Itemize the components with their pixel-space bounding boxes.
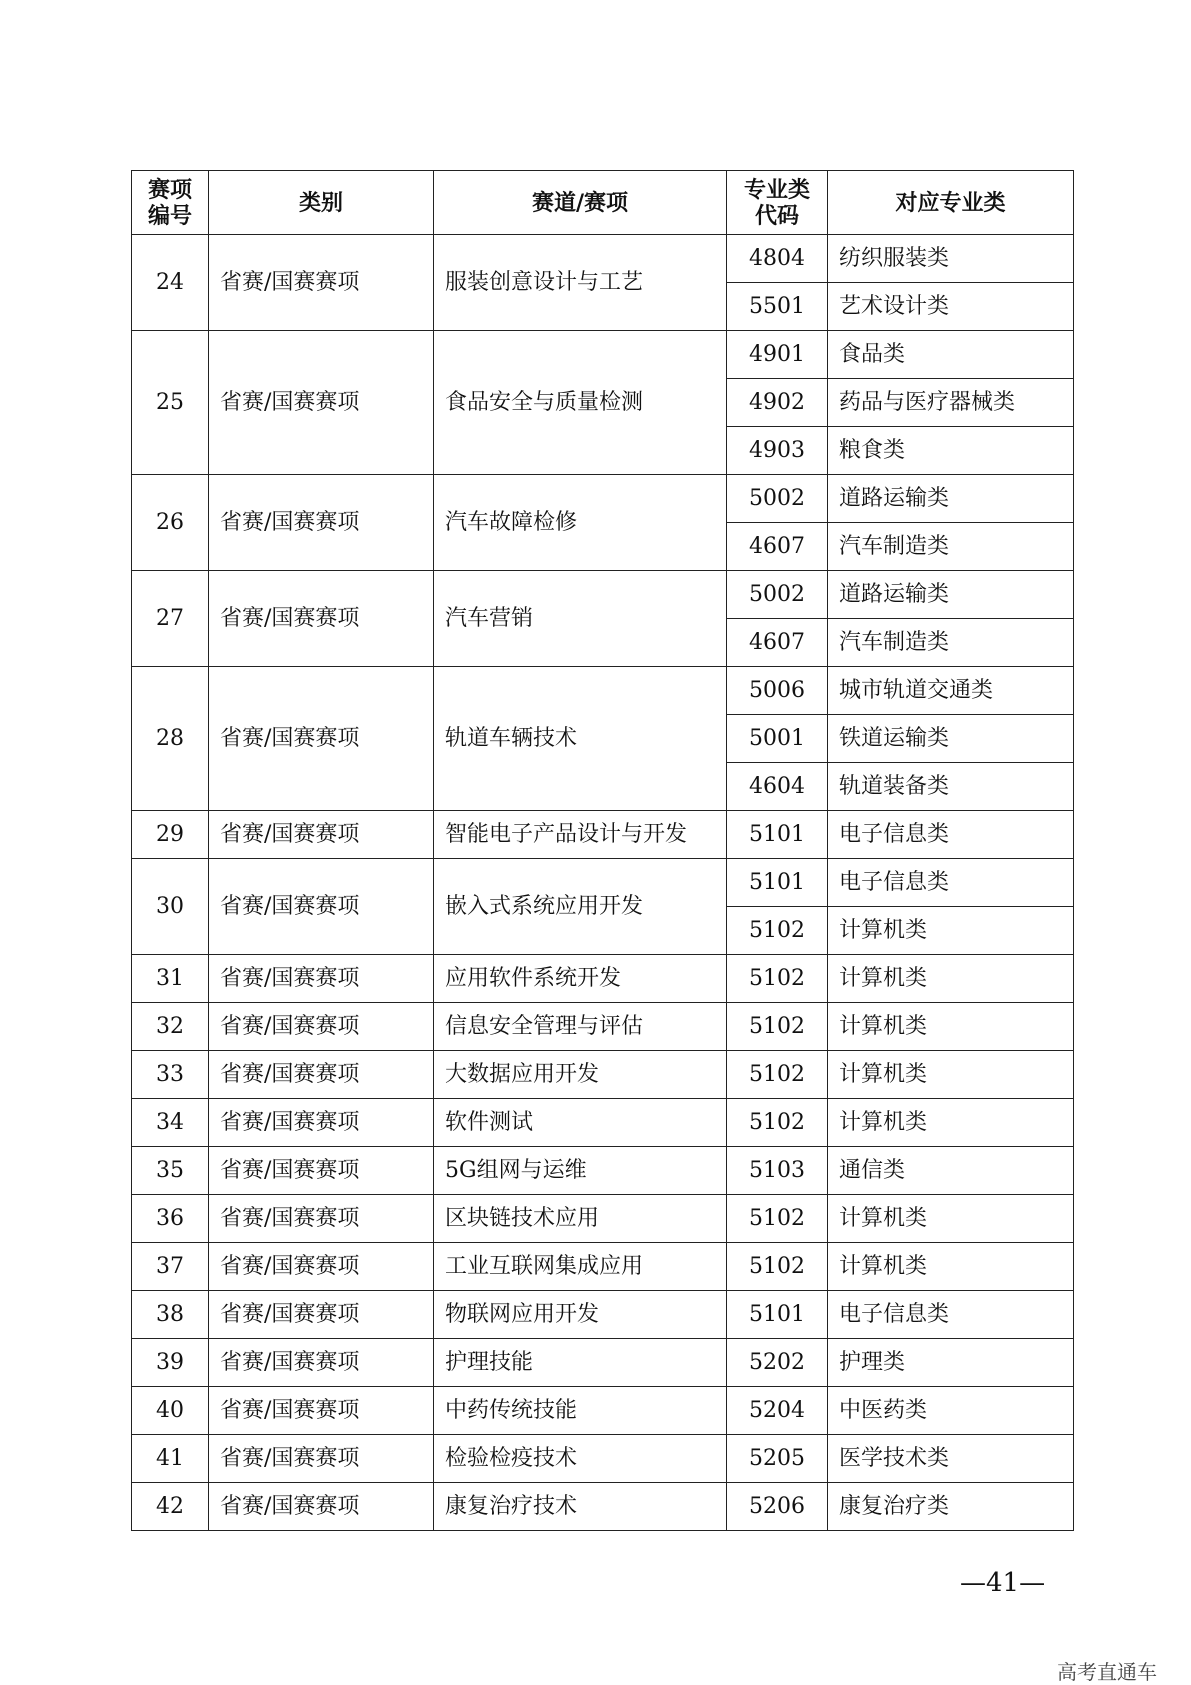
cell-code: 5102 (727, 1003, 828, 1051)
cell-number: 30 (132, 859, 209, 955)
cell-major: 医学技术类 (828, 1435, 1074, 1483)
table-row (132, 571, 1074, 619)
cell-track: 物联网应用开发 (434, 1291, 727, 1339)
cell-number: 33 (132, 1051, 209, 1099)
table-row (132, 1291, 1074, 1339)
cell-category: 省赛/国赛赛项 (209, 1435, 434, 1483)
cell-major: 城市轨道交通类 (828, 667, 1074, 715)
table-row (132, 1243, 1074, 1291)
cell-major: 粮食类 (828, 427, 1074, 475)
cell-code: 5102 (727, 1243, 828, 1291)
cell-major: 计算机类 (828, 1243, 1074, 1291)
cell-code: 4604 (727, 763, 828, 811)
page-number: —41— (960, 1568, 1046, 1598)
cell-major: 铁道运输类 (828, 715, 1074, 763)
cell-number: 29 (132, 811, 209, 859)
cell-code: 4607 (727, 619, 828, 667)
cell-major: 电子信息类 (828, 859, 1074, 907)
competition-table (131, 170, 1074, 1531)
cell-category: 省赛/国赛赛项 (209, 235, 434, 331)
cell-track: 嵌入式系统应用开发 (434, 859, 727, 955)
cell-category: 省赛/国赛赛项 (209, 1003, 434, 1051)
cell-major: 计算机类 (828, 955, 1074, 1003)
cell-major: 纺织服装类 (828, 235, 1074, 283)
cell-number: 24 (132, 235, 209, 331)
cell-category: 省赛/国赛赛项 (209, 1339, 434, 1387)
table-row (132, 1195, 1074, 1243)
table-body (132, 235, 1074, 1531)
cell-code: 5102 (727, 907, 828, 955)
cell-category: 省赛/国赛赛项 (209, 1051, 434, 1099)
cell-number: 31 (132, 955, 209, 1003)
cell-code: 5101 (727, 1291, 828, 1339)
header-category: 类别 (209, 171, 434, 235)
header-track: 赛道/赛项 (434, 171, 727, 235)
cell-number: 34 (132, 1099, 209, 1147)
table-row (132, 1003, 1074, 1051)
cell-major: 计算机类 (828, 1051, 1074, 1099)
cell-category: 省赛/国赛赛项 (209, 667, 434, 811)
cell-code: 5204 (727, 1387, 828, 1435)
cell-number: 25 (132, 331, 209, 475)
table-row (132, 1339, 1074, 1387)
cell-category: 省赛/国赛赛项 (209, 1099, 434, 1147)
cell-track: 区块链技术应用 (434, 1195, 727, 1243)
cell-major: 电子信息类 (828, 1291, 1074, 1339)
cell-category: 省赛/国赛赛项 (209, 811, 434, 859)
cell-major: 轨道装备类 (828, 763, 1074, 811)
header-number (132, 171, 209, 235)
cell-major: 药品与医疗器械类 (828, 379, 1074, 427)
cell-category: 省赛/国赛赛项 (209, 1147, 434, 1195)
cell-track: 应用软件系统开发 (434, 955, 727, 1003)
cell-code: 5101 (727, 859, 828, 907)
cell-track: 服装创意设计与工艺 (434, 235, 727, 331)
cell-category: 省赛/国赛赛项 (209, 1483, 434, 1531)
cell-code: 5102 (727, 1099, 828, 1147)
cell-major: 计算机类 (828, 907, 1074, 955)
table-row (132, 475, 1074, 523)
cell-number: 28 (132, 667, 209, 811)
cell-category: 省赛/国赛赛项 (209, 955, 434, 1003)
cell-track: 检验检疫技术 (434, 1435, 727, 1483)
cell-major: 道路运输类 (828, 475, 1074, 523)
cell-code: 5205 (727, 1435, 828, 1483)
cell-code: 5102 (727, 1051, 828, 1099)
cell-code: 5002 (727, 571, 828, 619)
table-row (132, 331, 1074, 379)
table-row (132, 667, 1074, 715)
cell-number: 37 (132, 1243, 209, 1291)
cell-category: 省赛/国赛赛项 (209, 475, 434, 571)
cell-category: 省赛/国赛赛项 (209, 1387, 434, 1435)
cell-category: 省赛/国赛赛项 (209, 571, 434, 667)
cell-category: 省赛/国赛赛项 (209, 1195, 434, 1243)
cell-major: 护理类 (828, 1339, 1074, 1387)
cell-code: 5002 (727, 475, 828, 523)
cell-code: 5102 (727, 1195, 828, 1243)
cell-track: 康复治疗技术 (434, 1483, 727, 1531)
cell-code: 5206 (727, 1483, 828, 1531)
cell-track: 汽车故障检修 (434, 475, 727, 571)
watermark: 高考直通车 (1057, 1660, 1157, 1684)
cell-code: 4804 (727, 235, 828, 283)
cell-track: 大数据应用开发 (434, 1051, 727, 1099)
cell-major: 电子信息类 (828, 811, 1074, 859)
cell-number: 42 (132, 1483, 209, 1531)
cell-major: 计算机类 (828, 1195, 1074, 1243)
cell-major: 计算机类 (828, 1003, 1074, 1051)
table-row (132, 811, 1074, 859)
cell-category: 省赛/国赛赛项 (209, 331, 434, 475)
cell-major: 汽车制造类 (828, 523, 1074, 571)
cell-track: 软件测试 (434, 1099, 727, 1147)
cell-number: 27 (132, 571, 209, 667)
table-row (132, 859, 1074, 907)
cell-number: 32 (132, 1003, 209, 1051)
cell-major: 通信类 (828, 1147, 1074, 1195)
cell-major: 艺术设计类 (828, 283, 1074, 331)
table-row (132, 1147, 1074, 1195)
cell-code: 4901 (727, 331, 828, 379)
cell-code: 5103 (727, 1147, 828, 1195)
header-code (727, 171, 828, 235)
cell-track: 5G组网与运维 (434, 1147, 727, 1195)
cell-number: 39 (132, 1339, 209, 1387)
cell-category: 省赛/国赛赛项 (209, 1243, 434, 1291)
header-number-line-1: 赛项 (147, 176, 192, 203)
cell-code: 4902 (727, 379, 828, 427)
cell-track: 中药传统技能 (434, 1387, 727, 1435)
cell-major: 汽车制造类 (828, 619, 1074, 667)
table-header-row (132, 171, 1074, 235)
cell-number: 38 (132, 1291, 209, 1339)
table-row (132, 955, 1074, 1003)
cell-number: 26 (132, 475, 209, 571)
cell-code: 5101 (727, 811, 828, 859)
table-row (132, 1387, 1074, 1435)
cell-major: 计算机类 (828, 1099, 1074, 1147)
cell-category: 省赛/国赛赛项 (209, 1291, 434, 1339)
cell-number: 40 (132, 1387, 209, 1435)
cell-major: 食品类 (828, 331, 1074, 379)
cell-code: 5102 (727, 955, 828, 1003)
cell-number: 36 (132, 1195, 209, 1243)
cell-major: 康复治疗类 (828, 1483, 1074, 1531)
table-row (132, 1051, 1074, 1099)
cell-track: 信息安全管理与评估 (434, 1003, 727, 1051)
cell-track: 护理技能 (434, 1339, 727, 1387)
cell-category: 省赛/国赛赛项 (209, 859, 434, 955)
cell-code: 4903 (727, 427, 828, 475)
cell-track: 工业互联网集成应用 (434, 1243, 727, 1291)
table-row (132, 1099, 1074, 1147)
cell-code: 5001 (727, 715, 828, 763)
table-row (132, 1435, 1074, 1483)
table-row (132, 235, 1074, 283)
cell-code: 5501 (727, 283, 828, 331)
header-code-line-2: 代码 (754, 202, 799, 229)
header-code-line-1: 专业类 (743, 176, 810, 203)
cell-track: 食品安全与质量检测 (434, 331, 727, 475)
cell-code: 4607 (727, 523, 828, 571)
cell-major: 中医药类 (828, 1387, 1074, 1435)
cell-major: 道路运输类 (828, 571, 1074, 619)
cell-track: 智能电子产品设计与开发 (434, 811, 727, 859)
table-row (132, 1483, 1074, 1531)
cell-code: 5006 (727, 667, 828, 715)
cell-track: 轨道车辆技术 (434, 667, 727, 811)
cell-track: 汽车营销 (434, 571, 727, 667)
header-number-line-2: 编号 (147, 202, 192, 229)
cell-number: 41 (132, 1435, 209, 1483)
cell-code: 5202 (727, 1339, 828, 1387)
header-major: 对应专业类 (828, 171, 1074, 235)
cell-number: 35 (132, 1147, 209, 1195)
